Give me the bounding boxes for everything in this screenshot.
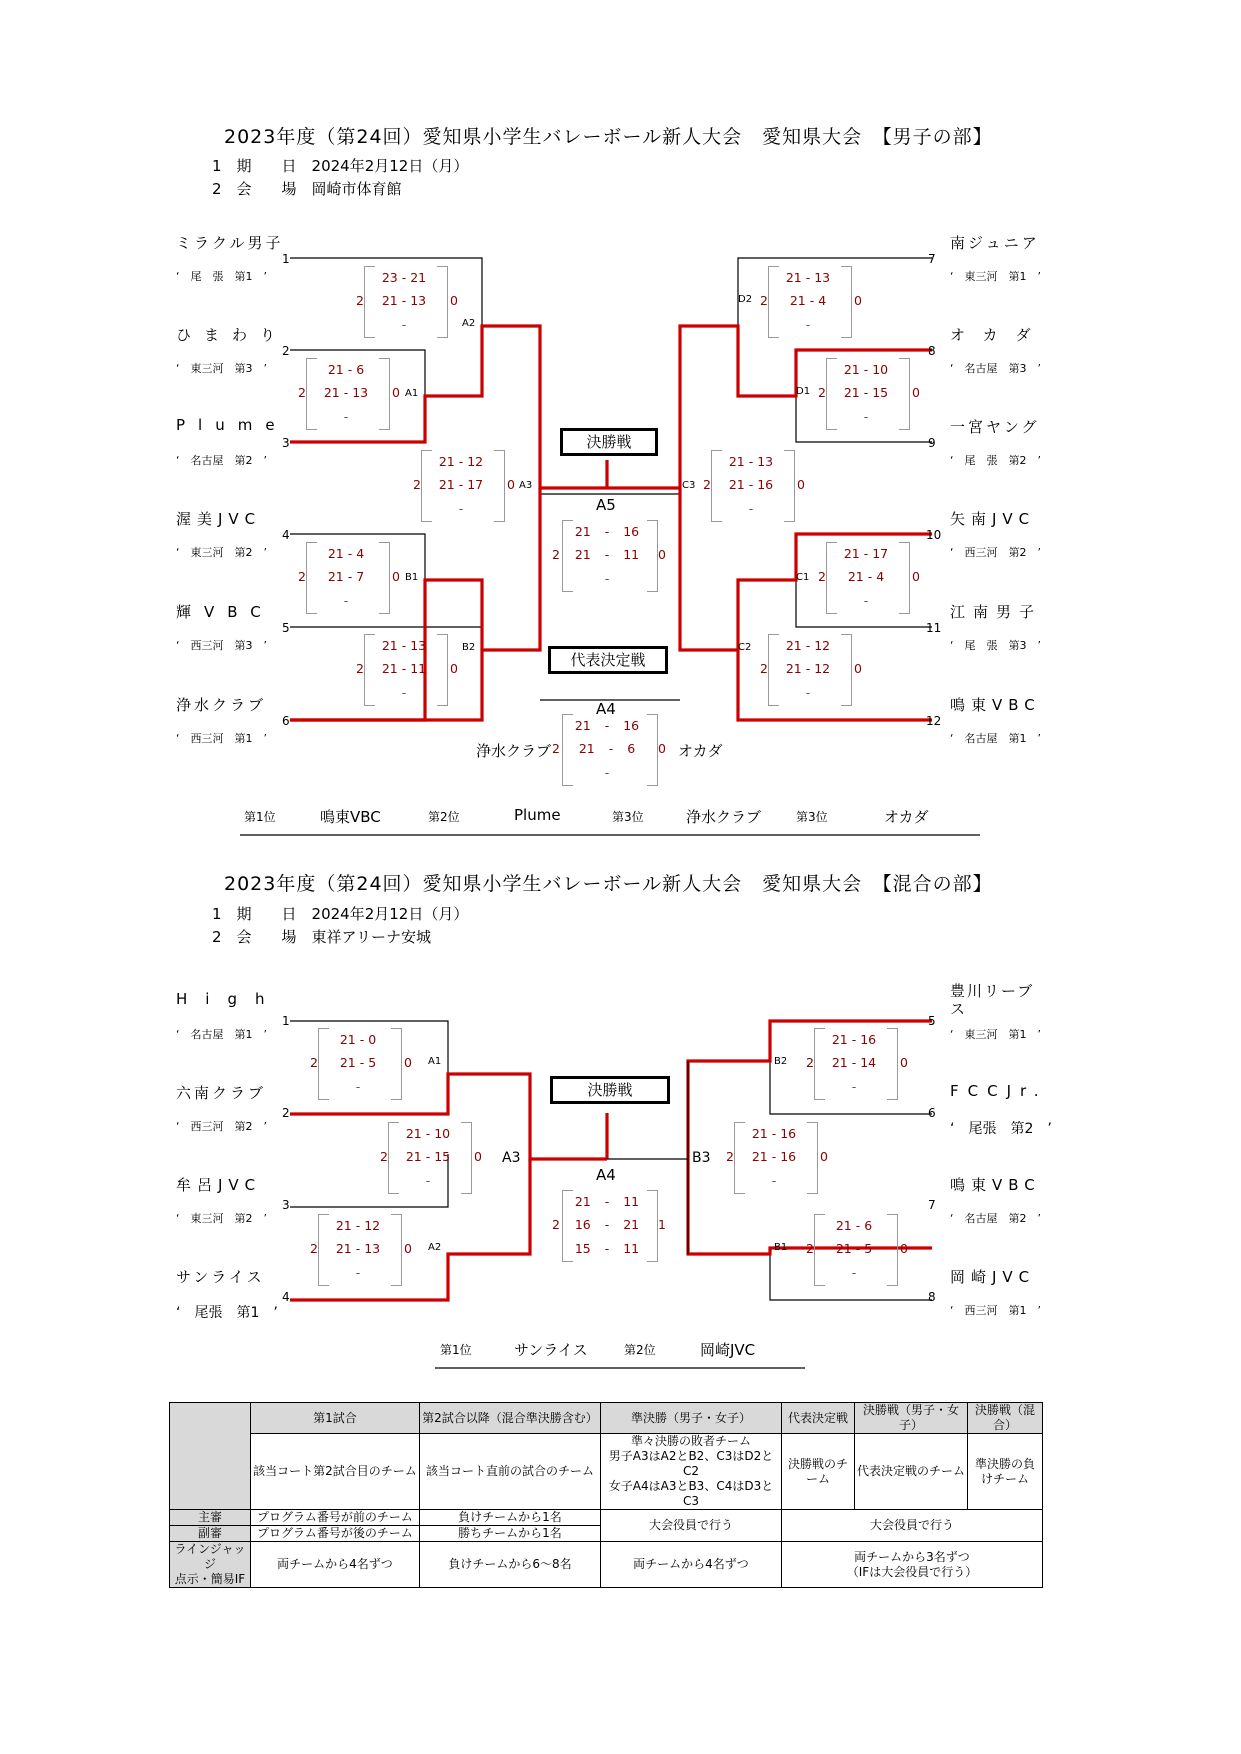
team-region: ‘ 名古屋 第1 ’ <box>950 732 1041 745</box>
sets-won-right: 0 <box>912 385 920 400</box>
team-name: 江南男子 <box>950 603 1043 621</box>
sets-won-left: 2 <box>806 1241 814 1256</box>
sets-won-right: 0 <box>474 1149 482 1164</box>
set2-score: 21 - 12 <box>785 661 831 676</box>
set2-score: 21 - 15 <box>405 1149 451 1164</box>
table-cell: 両チームから4名ずつ <box>251 1542 420 1588</box>
set3-score: - <box>458 501 464 516</box>
slot-number: 5 <box>928 1014 936 1028</box>
sets-won-right: 0 <box>450 293 458 308</box>
set1-score: 21 - 16 <box>574 718 640 733</box>
table-header: 代表決定戦 <box>782 1403 855 1434</box>
match-code: C2 <box>738 642 752 653</box>
team-name: 浄水クラブ <box>176 696 267 714</box>
set2-score: 21 - 17 <box>438 477 484 492</box>
match-code: B1 <box>405 572 419 583</box>
cell-line: 女子A4はA3とB3、C4はD3とC3 <box>608 1479 774 1508</box>
set3-score: - <box>425 1173 431 1188</box>
slot-number: 1 <box>282 252 290 266</box>
set1-score: 21 - 13 <box>381 638 427 653</box>
table-cell: 代表決定戦のチーム <box>855 1434 968 1510</box>
set2-score: 21 - 5 <box>339 1055 377 1070</box>
slot-number: 1 <box>282 1014 290 1028</box>
sets-won-left: 2 <box>703 477 711 492</box>
mixed-title: 2023年度（第24回）愛知県小学生バレーボール新人大会 愛知県大会 【混合の部】 <box>224 873 993 895</box>
set2-score: 21 - 16 <box>751 1149 797 1164</box>
sets-won-left: 2 <box>760 661 768 676</box>
table-header: 第2試合以降（混合準決勝含む） <box>420 1403 601 1434</box>
set3-score: - <box>604 765 610 780</box>
team-region: ‘ 名古屋 第3 ’ <box>950 362 1041 375</box>
set2-score: 21 - 7 <box>327 569 365 584</box>
table-cell: 決勝戦のチーム <box>782 1434 855 1510</box>
rank-label: 第3位 <box>612 810 644 824</box>
set1-score: 21 - 16 <box>574 524 640 539</box>
boys-title: 2023年度（第24回）愛知県小学生バレーボール新人大会 愛知県大会 【男子の部】 <box>224 126 993 148</box>
table-cell: プログラム番号が後のチーム <box>251 1526 420 1542</box>
set2-score: 21 - 15 <box>843 385 889 400</box>
score-box-c1 <box>818 542 920 614</box>
set3-score: - <box>863 409 869 424</box>
team-name: 渥美JVC <box>176 510 262 528</box>
rep-right-team: オカダ <box>678 742 723 760</box>
score-box-c2 <box>760 634 862 706</box>
set3-score: - <box>355 1079 361 1094</box>
team-region: ‘ 名古屋 第2 ’ <box>176 454 267 467</box>
set2-score: 21 - 6 <box>578 741 636 756</box>
score-box-a3 <box>413 450 515 522</box>
team-name: 鳴東VBC <box>950 696 1041 714</box>
team-region: ‘ 西三河 第1 ’ <box>176 732 267 745</box>
set2-score: 21 - 14 <box>831 1055 877 1070</box>
score-box-b1 <box>298 542 400 614</box>
sets-won-right: 0 <box>392 569 400 584</box>
team-name: ひまわり <box>176 326 289 344</box>
set2-score: 21 - 11 <box>574 547 640 562</box>
score-box-b2 <box>356 634 458 706</box>
team-region: ‘ 尾 張 第2 ’ <box>950 454 1041 467</box>
table-row-label: 主審 <box>170 1510 251 1526</box>
table-header: 準決勝（男子・女子） <box>601 1403 782 1434</box>
score-box-mixed-b2 <box>806 1028 908 1100</box>
rank-name: Plume <box>514 806 561 824</box>
slot-number: 11 <box>926 621 942 635</box>
set3-score: - <box>851 1079 857 1094</box>
table-corner <box>170 1403 251 1510</box>
sets-won-right: 0 <box>900 1241 908 1256</box>
score-box-a2 <box>356 266 458 338</box>
sets-won-left: 2 <box>356 661 364 676</box>
set2-score: 21 - 13 <box>381 293 427 308</box>
table-cell: 該当コート第2試合目のチーム <box>251 1434 420 1510</box>
boys-venue: 2 会 場 岡崎市体育館 <box>212 180 402 198</box>
cell-line: 男子A3はA2とB2、C3はD2とC2 <box>608 1449 774 1478</box>
slot-number: 8 <box>928 1290 936 1304</box>
table-cell: 準決勝の負けチーム <box>968 1434 1043 1510</box>
sets-won-left: 2 <box>413 477 421 492</box>
table-row-label <box>170 1542 251 1588</box>
set2-score: 21 - 13 <box>323 385 369 400</box>
sets-won-right: 0 <box>450 661 458 676</box>
sets-won-right: 1 <box>658 1217 666 1232</box>
set3-score: - <box>748 501 754 516</box>
score-box-mixed-a2 <box>310 1214 412 1286</box>
set2-score: 21 - 5 <box>835 1241 873 1256</box>
match-code: A2 <box>428 1242 442 1253</box>
match-code: B2 <box>774 1056 788 1067</box>
set1-score: 21 - 17 <box>843 546 889 561</box>
cell-line: 両チームから3名ずつ <box>854 1549 970 1564</box>
slot-number: 3 <box>282 436 290 450</box>
score-box-mixed-b3 <box>726 1122 828 1194</box>
set3-score: - <box>851 1265 857 1280</box>
set1-score: 21 - 13 <box>728 454 774 469</box>
sets-won-left: 2 <box>380 1149 388 1164</box>
team-region: ‘ 西三河 第3 ’ <box>176 639 267 652</box>
slot-number: 3 <box>282 1198 290 1212</box>
sets-won-right: 0 <box>912 569 920 584</box>
team-name: FCCJr. <box>950 1082 1048 1100</box>
table-cell: 負けチームから1名 <box>420 1510 601 1526</box>
set1-score: 21 - 16 <box>751 1126 797 1141</box>
score-box-mixed-a3 <box>380 1122 482 1194</box>
sets-won-right: 0 <box>854 293 862 308</box>
table-header: 第1試合 <box>251 1403 420 1434</box>
match-code: D2 <box>738 294 753 305</box>
sets-won-left: 2 <box>310 1055 318 1070</box>
set3-score: - <box>604 571 610 586</box>
final-label: 決勝戦 <box>550 1076 670 1104</box>
team-name: 牟呂JVC <box>176 1176 262 1194</box>
sets-won-right: 0 <box>404 1241 412 1256</box>
sets-won-right: 0 <box>900 1055 908 1070</box>
set1-score: 21 - 0 <box>339 1032 377 1047</box>
team-region: ‘ 名古屋 第2 ’ <box>950 1212 1041 1225</box>
match-code: C3 <box>682 480 696 491</box>
match-code: B1 <box>774 1242 788 1253</box>
slot-number: 5 <box>282 621 290 635</box>
set1-score: 21 - 16 <box>831 1032 877 1047</box>
set3-score: - <box>355 1265 361 1280</box>
slot-number: 7 <box>928 1198 936 1212</box>
team-name: High <box>176 990 283 1008</box>
mixed-venue: 2 会 場 東祥アリーナ安城 <box>212 928 431 946</box>
cell-line: ラインジャッジ <box>174 1542 246 1571</box>
score-box-mixed-a4 <box>552 1190 666 1262</box>
set2-score: 21 - 16 <box>728 477 774 492</box>
score-box-mixed-a1 <box>310 1028 412 1100</box>
sets-won-right: 0 <box>392 385 400 400</box>
match-code: A1 <box>428 1056 442 1067</box>
set1-score: 21 - 10 <box>405 1126 451 1141</box>
sets-won-left: 2 <box>552 547 560 562</box>
slot-number: 9 <box>928 436 936 450</box>
rank-name: オカダ <box>884 808 929 826</box>
set3-score: - <box>805 685 811 700</box>
slot-number: 4 <box>282 1290 290 1304</box>
rep-label: 代表決定戦 <box>548 646 668 674</box>
set3-score: - <box>343 593 349 608</box>
team-region: ‘ 東三河 第1 ’ <box>950 1028 1041 1041</box>
slot-number: 7 <box>928 252 936 266</box>
sets-won-right: 0 <box>854 661 862 676</box>
score-box-a5 <box>552 520 666 592</box>
sets-won-left: 2 <box>298 385 306 400</box>
team-name: 矢南JVC <box>950 510 1036 528</box>
table-cell: 該当コート直前の試合のチーム <box>420 1434 601 1510</box>
match-code: D1 <box>796 386 811 397</box>
slot-number: 10 <box>926 528 942 542</box>
set3-score: - <box>343 409 349 424</box>
team-region: ‘ 西三河 第1 ’ <box>950 1304 1041 1317</box>
team-name: 岡崎JVC <box>950 1268 1036 1286</box>
score-box-a1 <box>298 358 400 430</box>
table-cell <box>782 1542 1043 1588</box>
slot-number: 12 <box>926 714 942 728</box>
set1-score: 23 - 21 <box>381 270 427 285</box>
team-region: ‘ 西三河 第2 ’ <box>176 1120 267 1133</box>
match-code: A4 <box>596 700 616 718</box>
team-region: ‘ 名古屋 第1 ’ <box>176 1028 267 1041</box>
set1-score: 21 - 13 <box>785 270 831 285</box>
match-code: A3 <box>502 1150 521 1166</box>
table-cell: 勝ちチームから1名 <box>420 1526 601 1542</box>
match-code: A3 <box>519 480 533 491</box>
sets-won-left: 2 <box>298 569 306 584</box>
set3-score: - <box>771 1173 777 1188</box>
team-name: サンライス <box>176 1268 265 1286</box>
sets-won-left: 2 <box>760 293 768 308</box>
sets-won-right: 0 <box>797 477 805 492</box>
table-header: 決勝戦（男子・女子） <box>855 1403 968 1434</box>
table-cell: 負けチームから6～8名 <box>420 1542 601 1588</box>
team-name: ミラクル男子 <box>176 234 284 252</box>
mixed-date: 1 期 日 2024年2月12日（月） <box>212 905 469 923</box>
table-cell: 大会役員で行う <box>601 1510 782 1542</box>
sets-won-left: 2 <box>818 385 826 400</box>
set2-score: 16 - 21 <box>574 1217 640 1232</box>
team-name: 鳴東VBC <box>950 1176 1041 1194</box>
table-cell: 大会役員で行う <box>782 1510 1043 1542</box>
boys-date: 1 期 日 2024年2月12日（月） <box>212 157 469 175</box>
sets-won-left: 2 <box>552 1217 560 1232</box>
slot-number: 8 <box>928 344 936 358</box>
score-box-mixed-b1 <box>806 1214 908 1286</box>
team-name: 南ジュニア <box>950 234 1040 252</box>
rank-label: 第3位 <box>796 810 828 824</box>
sets-won-left: 2 <box>356 293 364 308</box>
table-header: 決勝戦（混合） <box>968 1403 1043 1434</box>
set3-score: - <box>401 685 407 700</box>
rep-left-team: 浄水クラブ <box>476 742 552 760</box>
set1-score: 21 - 12 <box>785 638 831 653</box>
rank-name: 浄水クラブ <box>686 808 762 826</box>
set3-score: - <box>805 317 811 332</box>
team-name: 六南クラブ <box>176 1084 267 1102</box>
score-box-d1 <box>818 358 920 430</box>
set3-score: 15 - 11 <box>574 1241 640 1256</box>
slot-number: 2 <box>282 1106 290 1120</box>
team-name: 輝VBC <box>176 603 274 621</box>
team-name: オカダ <box>950 326 1049 344</box>
team-region: ‘ 尾 張 第3 ’ <box>950 639 1041 652</box>
team-name: 一宮ヤング <box>950 418 1040 436</box>
rank-label: 第2位 <box>624 1343 656 1357</box>
set1-score: 21 - 12 <box>335 1218 381 1233</box>
cell-line: 点示・簡易IF <box>174 1572 246 1586</box>
match-code: C1 <box>796 572 810 583</box>
score-box-a4 <box>552 714 666 786</box>
sets-won-right: 0 <box>404 1055 412 1070</box>
match-code: B3 <box>692 1150 711 1166</box>
rank-name: サンライス <box>514 1341 588 1359</box>
sets-won-left: 2 <box>806 1055 814 1070</box>
set1-score: 21 - 6 <box>835 1218 873 1233</box>
set1-score: 21 - 11 <box>574 1194 640 1209</box>
team-region: ‘ 尾張 第2 ’ <box>950 1121 1052 1137</box>
table-cell: プログラム番号が前のチーム <box>251 1510 420 1526</box>
match-code: A2 <box>462 318 476 329</box>
rank-name: 岡崎JVC <box>700 1341 756 1359</box>
score-box-d2 <box>760 266 862 338</box>
sets-won-left: 2 <box>310 1241 318 1256</box>
slot-number: 6 <box>928 1106 936 1120</box>
score-box-c3 <box>703 450 805 522</box>
set1-score: 21 - 6 <box>327 362 365 377</box>
team-region: ‘ 東三河 第2 ’ <box>176 1212 267 1225</box>
final-label: 決勝戦 <box>560 428 658 456</box>
sets-won-left: 2 <box>552 741 560 756</box>
sets-won-right: 0 <box>658 547 666 562</box>
sets-won-right: 0 <box>820 1149 828 1164</box>
team-region: ‘ 西三河 第2 ’ <box>950 546 1041 559</box>
match-code: A4 <box>596 1166 616 1184</box>
rank-label: 第1位 <box>244 810 276 824</box>
rank-label: 第1位 <box>440 1343 472 1357</box>
table-cell: 両チームから4名ずつ <box>601 1542 782 1588</box>
slot-number: 6 <box>282 714 290 728</box>
set2-score: 21 - 13 <box>335 1241 381 1256</box>
set2-score: 21 - 4 <box>789 293 827 308</box>
team-region: ‘ 東三河 第3 ’ <box>176 362 267 375</box>
sets-won-left: 2 <box>818 569 826 584</box>
sets-won-right: 0 <box>507 477 515 492</box>
sets-won-left: 2 <box>726 1149 734 1164</box>
slot-number: 2 <box>282 344 290 358</box>
table-row-label: 副審 <box>170 1526 251 1542</box>
team-region: ‘ 尾 張 第1 ’ <box>176 270 267 283</box>
match-code: A1 <box>405 388 419 399</box>
cell-line: （IFは大会役員で行う） <box>846 1564 978 1579</box>
team-name: Plume <box>176 416 288 434</box>
team-region: ‘ 尾張 第1 ’ <box>176 1305 278 1321</box>
slot-number: 4 <box>282 528 290 542</box>
cell-line: 準々決勝の敗者チーム <box>630 1434 751 1448</box>
match-code: A5 <box>596 496 616 514</box>
set1-score: 21 - 10 <box>843 362 889 377</box>
rank-label: 第2位 <box>428 810 460 824</box>
table-cell <box>601 1434 782 1510</box>
rank-name: 鳴東VBC <box>320 808 381 826</box>
set3-score: - <box>863 593 869 608</box>
sets-won-right: 0 <box>658 741 666 756</box>
set3-score: - <box>401 317 407 332</box>
set2-score: 21 - 11 <box>381 661 427 676</box>
referee-rules-table <box>169 1402 1043 1588</box>
set2-score: 21 - 4 <box>847 569 885 584</box>
set1-score: 21 - 4 <box>327 546 365 561</box>
team-name: 豊川リーブス <box>950 982 1035 1018</box>
match-code: B2 <box>462 642 476 653</box>
set1-score: 21 - 12 <box>438 454 484 469</box>
team-region: ‘ 東三河 第1 ’ <box>950 270 1041 283</box>
team-region: ‘ 東三河 第2 ’ <box>176 546 267 559</box>
